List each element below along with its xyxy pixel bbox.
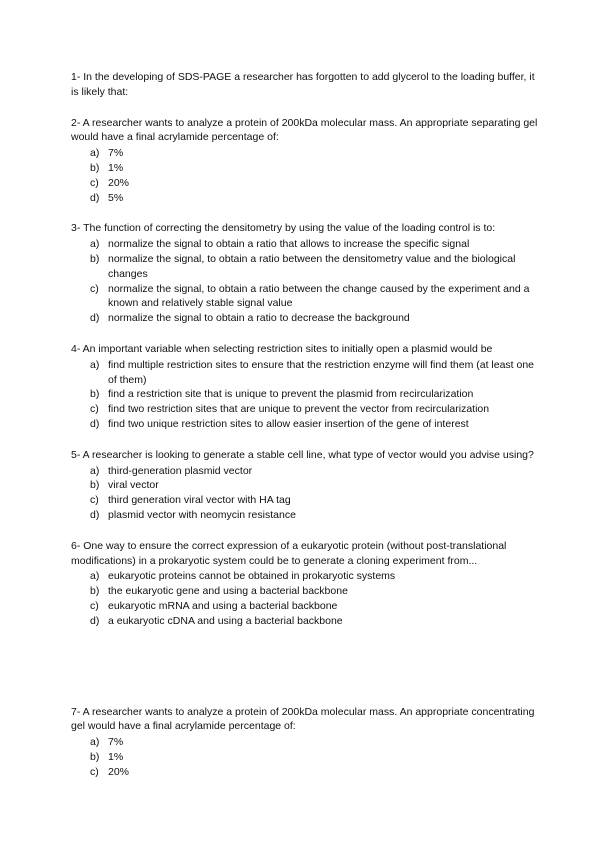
answer-option — [71, 478, 541, 493]
answer-option — [71, 493, 541, 508]
answer-option — [71, 584, 541, 599]
option-text: 7% — [108, 736, 124, 749]
question-stem: 3- The function of correcting the densitometry by using the value of the loading control is to: — [71, 222, 496, 235]
option-text: normalize the signal to obtain a ratio to decrease the background — [108, 312, 410, 325]
option-text: third-generation plasmid vector — [108, 464, 253, 477]
option-text: 5% — [108, 191, 124, 204]
answer-option — [71, 387, 541, 402]
option-label: c) — [90, 282, 99, 295]
exam-page — [71, 70, 541, 795]
option-label: d) — [90, 191, 100, 204]
option-text: normalize the signal, to obtain a ratio between the densitometry value and the biological changes — [108, 252, 516, 280]
answer-option — [71, 599, 541, 614]
option-text: third generation viral vector with HA tag — [108, 494, 291, 507]
option-text: a eukaryotic cDNA and using a bacterial backbone — [108, 614, 343, 627]
option-text: 20% — [108, 765, 130, 778]
question-2 — [71, 116, 541, 206]
question-stem: 1- In the developing of SDS-PAGE a researcher has forgotten to add glycerol to the loading buffer, it is likely that: — [71, 71, 535, 98]
option-text: eukaryotic proteins cannot be obtained in prokaryotic systems — [108, 570, 396, 583]
option-list — [71, 146, 541, 205]
answer-option — [71, 358, 541, 388]
option-text: find multiple restriction sites to ensure that the restriction enzyme will find them (at least one of them) — [108, 358, 535, 386]
question-6 — [71, 539, 541, 629]
question-stem: 6- One way to ensure the correct expression of a eukaryotic protein (without post-translational modifications) in a prokaryotic system could be to generate a cloning experiment from... — [71, 539, 507, 567]
option-text: find two unique restriction sites to allow easier insertion of the gene of interest — [108, 417, 469, 430]
option-list — [71, 735, 541, 779]
option-label: c) — [90, 599, 99, 612]
question-stem: 2- A researcher wants to analyze a protein of 200kDa molecular mass. An appropriate separating gel would have a final acrylamide percentage of: — [71, 116, 538, 144]
option-text: 20% — [108, 176, 130, 189]
answer-option — [71, 252, 541, 282]
answer-option — [71, 191, 541, 206]
question-5 — [71, 448, 541, 523]
answer-option — [71, 735, 541, 750]
answer-option — [71, 750, 541, 765]
answer-option — [71, 311, 541, 326]
option-label: d) — [90, 614, 100, 627]
answer-option — [71, 146, 541, 161]
page-gap — [71, 645, 541, 705]
option-text: 1% — [108, 161, 124, 174]
option-label: a) — [90, 570, 100, 583]
option-label: a) — [90, 358, 100, 371]
question-7 — [71, 705, 541, 780]
option-label: b) — [90, 161, 100, 174]
option-text: find a restriction site that is unique to prevent the plasmid from recircularization — [108, 388, 474, 401]
option-list — [71, 464, 541, 523]
option-text: normalize the signal to obtain a ratio that allows to increase the specific signal — [108, 238, 470, 251]
answer-option — [71, 569, 541, 584]
question-stem: 7- A researcher wants to analyze a protein of 200kDa molecular mass. An appropriate concentrating gel would have a final acrylamide percentage of: — [71, 705, 535, 733]
option-label: d) — [90, 508, 100, 521]
option-label: c) — [90, 403, 99, 416]
question-stem: 5- A researcher is looking to generate a stable cell line, what type of vector would you advise using? — [71, 448, 534, 461]
option-text: eukaryotic mRNA and using a bacterial backbone — [108, 599, 338, 612]
answer-option — [71, 508, 541, 523]
option-label: b) — [90, 750, 100, 763]
option-text: normalize the signal, to obtain a ratio between the change caused by the experiment and a known and relatively stable signal value — [108, 282, 530, 310]
question-4 — [71, 342, 541, 432]
option-text: 1% — [108, 750, 124, 763]
option-list — [71, 237, 541, 326]
answer-option — [71, 161, 541, 176]
option-label: a) — [90, 736, 100, 749]
answer-option — [71, 417, 541, 432]
answer-option — [71, 614, 541, 629]
option-label: d) — [90, 417, 100, 430]
question-1 — [71, 70, 541, 100]
option-text: viral vector — [108, 479, 159, 492]
option-text: find two restriction sites that are unique to prevent the vector from recircularization — [108, 403, 490, 416]
answer-option — [71, 282, 541, 312]
option-label: a) — [90, 464, 100, 477]
option-label: c) — [90, 765, 99, 778]
question-stem: 4- An important variable when selecting restriction sites to initially open a plasmid would be — [71, 342, 493, 355]
option-label: b) — [90, 479, 100, 492]
option-text: the eukaryotic gene and using a bacterial backbone — [108, 585, 348, 598]
option-label: b) — [90, 388, 100, 401]
answer-option — [71, 765, 541, 780]
answer-option — [71, 237, 541, 252]
option-label: c) — [90, 176, 99, 189]
option-label: b) — [90, 252, 100, 265]
option-label: a) — [90, 238, 100, 251]
option-label: c) — [90, 494, 99, 507]
answer-option — [71, 402, 541, 417]
option-label: a) — [90, 147, 100, 160]
option-list — [71, 358, 541, 432]
option-text: plasmid vector with neomycin resistance — [108, 508, 296, 521]
option-label: d) — [90, 312, 100, 325]
answer-option — [71, 176, 541, 191]
question-3 — [71, 221, 541, 326]
option-text: 7% — [108, 147, 124, 160]
option-label: b) — [90, 585, 100, 598]
answer-option — [71, 464, 541, 479]
option-list — [71, 569, 541, 628]
